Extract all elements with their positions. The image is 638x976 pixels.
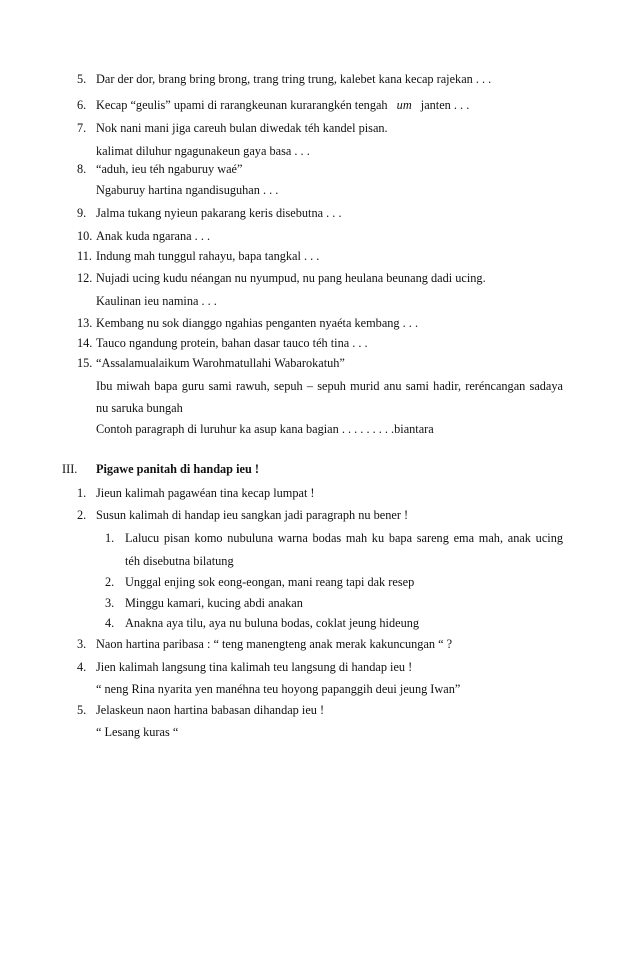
- item-subtext: “ neng Rina nyarita yen manéhna teu hoyong papanggih deui jeung Iwan”: [96, 682, 461, 696]
- item-text: [96, 97, 469, 113]
- item-text: Nok nani mani jiga careuh bulan diwedak téh kandel pisan.: [96, 121, 388, 135]
- item-text-part: Kecap “geulis” upami di rarangkeunan kurarangkén tengah: [96, 98, 391, 112]
- item-text-italic: um: [396, 98, 412, 112]
- subitem-number: 1.: [105, 531, 115, 545]
- item-text: Jalma tukang nyieun pakarang keris disebutna . . .: [96, 206, 342, 220]
- subitem-number: 2.: [105, 575, 115, 589]
- item-text: Dar der dor, brang bring brong, trang tring trung, kalebet kana kecap rajekan . . .: [96, 72, 492, 86]
- item-number: 5.: [77, 703, 87, 717]
- item-number: 5.: [77, 72, 87, 86]
- item-subtext: Ngaburuy hartina ngandisuguhan . . .: [96, 183, 279, 197]
- subitem-number: 3.: [105, 596, 115, 610]
- section-number: III.: [62, 462, 78, 476]
- item-text: Nujadi ucing kudu néangan nu nyumpud, nu pang heulana beunang dadi ucing.: [96, 271, 486, 285]
- item-subtext: “ Lesang kuras “: [96, 725, 179, 739]
- subitem-text-continued: téh disebutna bilatung: [125, 554, 234, 568]
- item-number: 8.: [77, 162, 87, 176]
- item-subtext: Contoh paragraph di luruhur ka asup kana bagian . . . . . . . . .biantara: [96, 422, 434, 436]
- item-number: 3.: [77, 637, 87, 651]
- item-number: 11.: [77, 249, 92, 263]
- subitem-number: 4.: [105, 616, 115, 630]
- subitem-text: Anakna aya tilu, aya nu buluna bodas, coklat jeung hideung: [125, 616, 420, 630]
- item-text: Jelaskeun naon hartina babasan dihandap ieu !: [96, 703, 325, 717]
- item-subtext: Kaulinan ieu namina . . .: [96, 294, 217, 308]
- item-text: Jieun kalimah pagawéan tina kecap lumpat !: [96, 486, 315, 500]
- item-text: Susun kalimah di handap ieu sangkan jadi paragraph nu bener !: [96, 508, 409, 522]
- item-text: “Assalamualaikum Warohmatullahi Wabarokatuh”: [96, 356, 345, 370]
- item-text: Kembang nu sok dianggo ngahias penganten nyaéta kembang . . .: [96, 316, 419, 330]
- item-number: 15.: [77, 356, 93, 370]
- item-text: Naon hartina paribasa : “ teng manengteng anak merak kakuncungan “ ?: [96, 637, 453, 651]
- item-number: 2.: [77, 508, 87, 522]
- item-number: 10.: [77, 229, 93, 243]
- item-subtext: kalimat diluhur ngagunakeun gaya basa . . .: [96, 144, 310, 158]
- item-number: 6.: [77, 98, 87, 112]
- item-number: 7.: [77, 121, 87, 135]
- item-text: Indung mah tunggul rahayu, bapa tangkal . . .: [96, 249, 320, 263]
- item-text: Anak kuda ngarana . . .: [96, 229, 211, 243]
- item-subtext: Ibu miwah bapa guru sami rawuh, sepuh – sepuh murid anu sami hadir, reréncangan sadaya: [96, 379, 563, 393]
- item-number: 13.: [77, 316, 93, 330]
- subitem-text: Lalucu pisan komo nubuluna warna bodas mah ku bapa sareng ema mah, anak ucing: [125, 531, 563, 545]
- section-title: Pigawe panitah di handap ieu !: [96, 462, 259, 476]
- subitem-text: Unggal enjing sok eong-eongan, mani reang tapi dak resep: [125, 575, 415, 589]
- item-number: 4.: [77, 660, 87, 674]
- item-text: “aduh, ieu téh ngaburuy waé”: [96, 162, 243, 176]
- item-number: 12.: [77, 271, 93, 285]
- item-number: 1.: [77, 486, 87, 500]
- subitem-text: Minggu kamari, kucing abdi anakan: [125, 596, 303, 610]
- item-subtext: nu saruka bungah: [96, 401, 183, 415]
- item-text-part: janten . . .: [417, 98, 470, 112]
- item-number: 14.: [77, 336, 93, 350]
- item-text: Tauco ngandung protein, bahan dasar tauco téh tina . . .: [96, 336, 368, 350]
- item-number: 9.: [77, 206, 87, 220]
- item-text: Jien kalimah langsung tina kalimah teu langsung di handap ieu !: [96, 660, 413, 674]
